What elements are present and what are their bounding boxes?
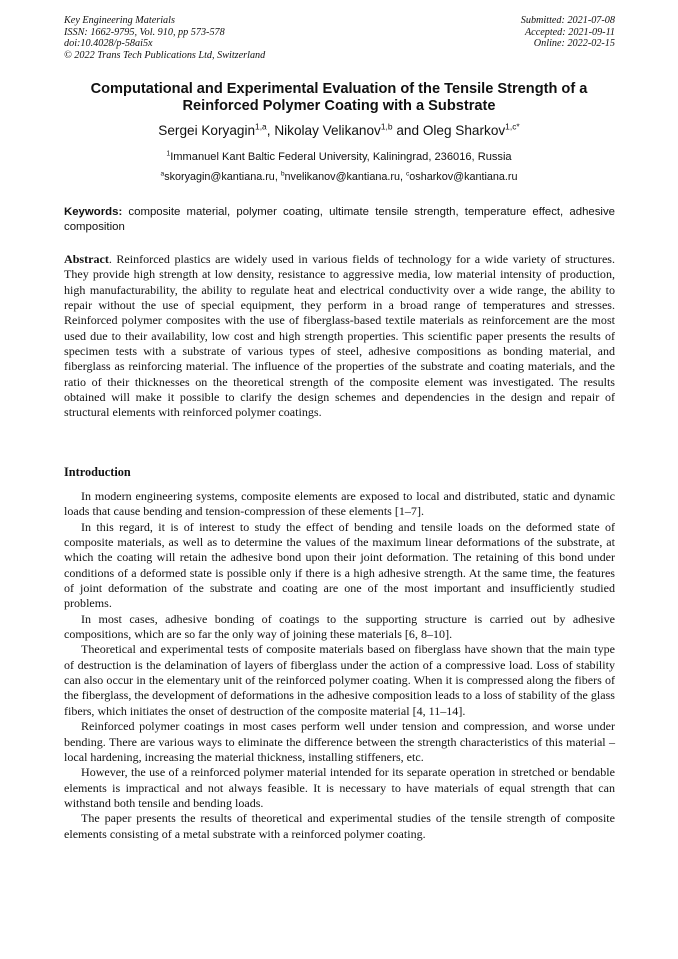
author-separator: and bbox=[392, 123, 423, 138]
journal-info bbox=[64, 15, 265, 61]
keywords bbox=[64, 205, 615, 235]
email-address: skoryagin@kantiana.ru bbox=[164, 171, 275, 183]
paper-title bbox=[40, 81, 638, 116]
email-mark: b bbox=[280, 170, 285, 178]
date-accepted: Accepted: 2021-09-11 bbox=[524, 26, 615, 38]
section-heading-introduction: Introduction bbox=[64, 465, 131, 479]
abstract-label: Abstract bbox=[64, 252, 109, 266]
paragraph: The paper presents the results of theoretical and experimental studies of the tensile strength of composite elements consisting of a metal substrate with a reinforced polymer coating. bbox=[64, 811, 615, 841]
affiliation bbox=[40, 151, 638, 164]
abstract-text: . Reinforced plastics are widely used in various fields of technology for a wide variety of structures. They provide high strength at low density, resistance to aggressive media, low material intensity of production, high manufacturability, the ability to regulate heat and electrical conductivity over a wide range, the ability to repair without the use of special equipment, they perform in a broad range of temperatures and stresses. Reinforced polymer composites with the use of fiberglass-based textile materials as reinforcement are the most used due to their availability, low cost and high strength properties. This scientific paper presents the results of specimen tests with a substrate of various types of steel, adhesive compositions as bonding material, and fiberglass as reinforcing material. The influence of the properties of the substrate and coating materials, and the ratio of their thicknesses on the theoretical strength of the composite element was investigated. The results obtained will make it possible to clarify the design schemes and dependencies in the design and repair of structural elements with reinforced polymer coatings. bbox=[64, 252, 615, 420]
author-name: Sergei Koryagin bbox=[158, 123, 256, 138]
paragraph: Reinforced polymer coatings in most cases perform well under tension and compression, and worse under bending. There are various ways to eliminate the difference between the strength characteristics of this material – local hardening, increasing the material thickness, installing stiffeners, etc. bbox=[64, 719, 615, 764]
date-online: Online: 2022-02-15 bbox=[533, 38, 615, 50]
paragraph: However, the use of a reinforced polymer material intended for its separate operation in stretched or bendable elements is impractical and not always feasible. It is necessary to have materials of equal strength that can withstand both tensile and bending loads. bbox=[64, 765, 615, 810]
keywords-label: Keywords: bbox=[64, 206, 123, 218]
email-mark: c bbox=[405, 170, 410, 178]
author-name: Oleg Sharkov bbox=[422, 123, 506, 138]
author-affiliation-mark: 1,c* bbox=[505, 121, 520, 132]
keywords-text: composite material, polymer coating, ultimate tensile strength, temperature effect, adhesive composition bbox=[64, 206, 615, 234]
introduction-body bbox=[64, 489, 615, 842]
affiliation-mark: 1 bbox=[166, 150, 171, 158]
paper-title-line: Computational and Experimental Evaluation of the Tensile Strength of a bbox=[90, 81, 588, 97]
paragraph: Theoretical and experimental tests of composite materials based on fiberglass have shown that the main type of destruction is the delamination of layers of fiberglass under the action of a compressive load. Loss of stability can also occur in the elementary unit of the reinforced polymer coating. When it is compressed along the fibers of the fiberglass, the development of deformations in the adhesive composition leads to a loss of stability of the glass fibers, which initiates the onset of destruction of the composite material [4, 11–14]. bbox=[64, 642, 615, 718]
paragraph: In most cases, adhesive bonding of coatings to the supporting structure is carried out by adhesive compositions, which are so far the only way of joining these materials [6, 8–10]. bbox=[64, 611, 615, 642]
journal-copyright: © 2022 Trans Tech Publications Ltd, Switzerland bbox=[64, 49, 266, 61]
author-list bbox=[40, 123, 638, 139]
author-affiliation-mark: 1,b bbox=[380, 121, 393, 132]
author-name: Nikolay Velikanov bbox=[274, 123, 381, 138]
journal-doi: doi:10.4028/p-58ai5x bbox=[64, 38, 153, 50]
author-emails bbox=[40, 171, 638, 184]
email-separator: , bbox=[274, 171, 281, 183]
paper-title-line: Reinforced Polymer Coating with a Substrate bbox=[182, 98, 496, 115]
publication-dates bbox=[521, 15, 615, 50]
affiliation-text: Immanuel Kant Baltic Federal University, Kaliningrad, 236016, Russia bbox=[170, 151, 512, 163]
email-address: osharkov@kantiana.ru bbox=[409, 171, 518, 183]
email-address: nvelikanov@kantiana.ru bbox=[284, 171, 400, 183]
journal-issn: ISSN: 1662-9795, Vol. 910, pp 573-578 bbox=[64, 26, 225, 38]
date-submitted: Submitted: 2021-07-08 bbox=[520, 15, 615, 26]
author-separator: , bbox=[266, 123, 275, 138]
email-separator: , bbox=[399, 171, 406, 183]
abstract bbox=[64, 252, 615, 421]
journal-name: Key Engineering Materials bbox=[64, 15, 175, 26]
author-affiliation-mark: 1,a bbox=[255, 121, 267, 132]
email-mark: a bbox=[160, 170, 165, 178]
paragraph: In modern engineering systems, composite elements are exposed to local and distributed, static and dynamic loads that cause bending and tension-compression of these elements [1–7]. bbox=[64, 489, 615, 519]
paragraph: In this regard, it is of interest to study the effect of bending and tensile loads on the deformed state of composite materials, as well as to determine the values of the maximum linear deformations of the substrate, at which the coating will retain the adhesive bond upon their joint deformation. The retaining of this bond under conditions of a deformed state is possible only if there is a high adhesive strength. At the same time, the features of joint deformation of the substrate and coating are one of the most important and insufficiently studied problems. bbox=[64, 519, 615, 611]
